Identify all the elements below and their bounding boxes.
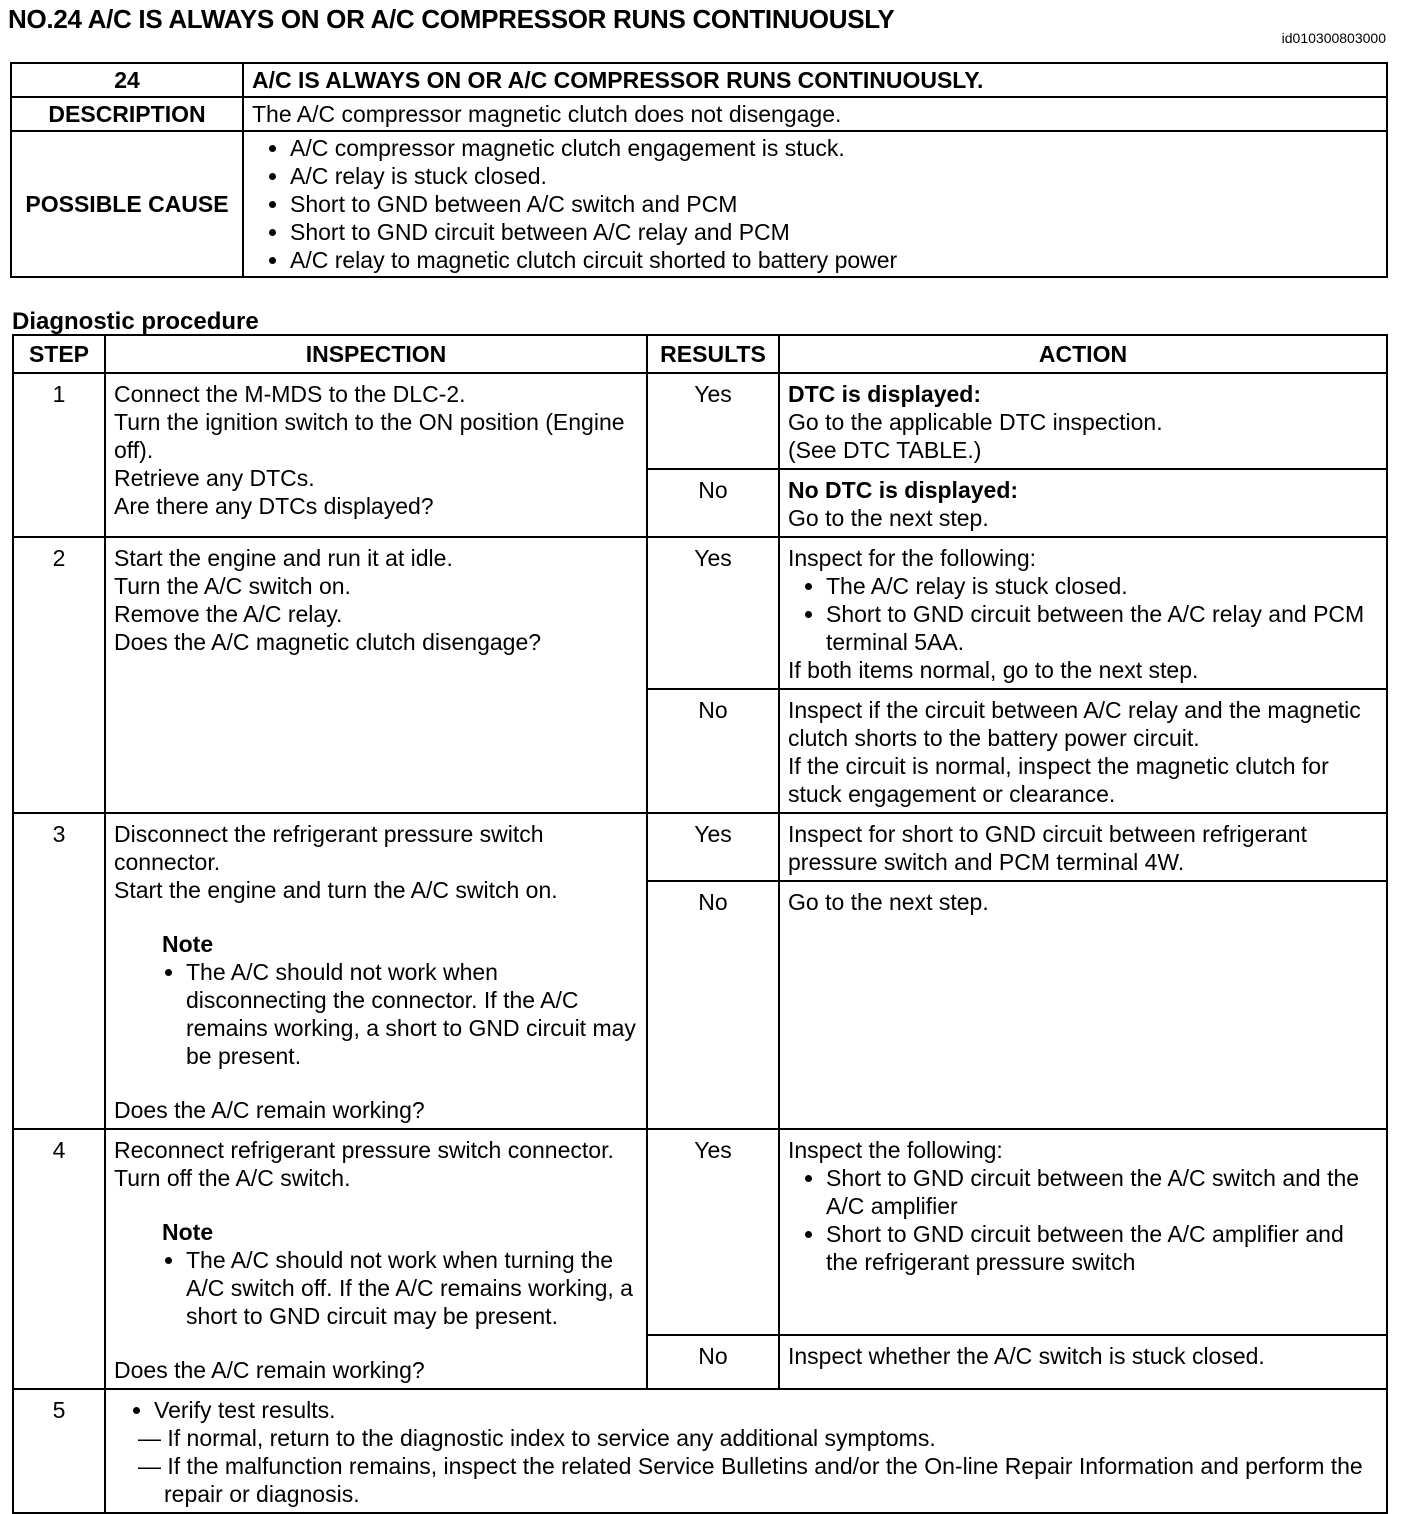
cause-item: • A/C relay is stuck closed. — [290, 162, 1378, 190]
column-header-inspection: INSPECTION — [105, 335, 647, 373]
action-list — [788, 572, 1378, 656]
step-1-yes-action — [779, 373, 1387, 469]
possible-cause-cell — [243, 131, 1387, 277]
action-heading: DTC is displayed: — [788, 381, 981, 407]
step-5-content — [105, 1389, 1387, 1513]
note-label: Note — [162, 1219, 214, 1245]
inspection-line: Retrieve any DTCs. — [114, 465, 315, 491]
step-4-no-action: Inspect whether the A/C switch is stuck closed. — [779, 1335, 1387, 1389]
note-list — [114, 958, 638, 1070]
result-no: No — [647, 469, 779, 537]
column-header-step: STEP — [13, 335, 105, 373]
action-line: Inspect the following: — [788, 1137, 1003, 1163]
note-label: Note — [162, 931, 214, 957]
cause-item: • A/C compressor magnetic clutch engagement is stuck. — [290, 134, 1378, 162]
action-line: Inspect for the following: — [788, 545, 1037, 571]
action-line: (See DTC TABLE.) — [788, 437, 982, 463]
step-number: 1 — [13, 373, 105, 537]
step-2-inspection — [105, 537, 647, 813]
step-4-inspection — [105, 1129, 647, 1389]
action-list — [788, 1164, 1378, 1276]
inspection-line: Reconnect refrigerant pressure switch connector. — [114, 1137, 614, 1163]
inspection-line: Disconnect the refrigerant pressure switch connector. — [114, 821, 544, 875]
inspection-line: Does the A/C magnetic clutch disengage? — [114, 629, 542, 655]
action-heading: No DTC is displayed: — [788, 477, 1019, 503]
description-text: The A/C compressor magnetic clutch does not disengage. — [243, 97, 1387, 131]
action-item: • The A/C relay is stuck closed. — [826, 572, 1378, 600]
description-label: DESCRIPTION — [11, 97, 243, 131]
summary-table — [10, 62, 1388, 278]
trouble-number: 24 — [11, 63, 243, 97]
action-line: Inspect if the circuit between A/C relay and the magnetic clutch shorts to the battery power circuit. — [788, 697, 1361, 751]
step-2-no-action — [779, 689, 1387, 813]
inspection-question: Does the A/C remain working? — [114, 1097, 425, 1123]
cause-item: • Short to GND circuit between A/C relay and PCM — [290, 218, 1378, 246]
column-header-action: ACTION — [779, 335, 1387, 373]
inspection-line: Remove the A/C relay. — [114, 601, 343, 627]
note-list — [114, 1246, 638, 1330]
result-yes: Yes — [647, 537, 779, 689]
inspection-line: Turn the ignition switch to the ON position (Engine off). — [114, 409, 625, 463]
result-no: No — [647, 881, 779, 1129]
step-number: 2 — [13, 537, 105, 813]
inspection-line: Turn off the A/C switch. — [114, 1165, 351, 1191]
verify-item: • Verify test results. — [154, 1396, 1378, 1424]
step-3-inspection — [105, 813, 647, 1129]
step-3-no-action: Go to the next step. — [779, 881, 1387, 1129]
note-item: • The A/C should not work when turning the A/C switch off. If the A/C remains working, a short to GND circuit may be present. — [186, 1246, 638, 1330]
result-no: No — [647, 1335, 779, 1389]
step-4-yes-action — [779, 1129, 1387, 1335]
step-number: 5 — [13, 1389, 105, 1513]
column-header-results: RESULTS — [647, 335, 779, 373]
dash-item: — If the malfunction remains, inspect the related Service Bulletins and/or the On-line Repair Information and perform the repair or diagnosis. — [138, 1453, 1363, 1507]
inspection-line: Are there any DTCs displayed? — [114, 493, 434, 519]
inspection-line: Start the engine and turn the A/C switch on. — [114, 877, 558, 903]
action-item: • Short to GND circuit between the A/C switch and the A/C amplifier — [826, 1164, 1378, 1220]
action-item: • Short to GND circuit between the A/C amplifier and the refrigerant pressure switch — [826, 1220, 1378, 1276]
possible-cause-list — [252, 134, 1378, 274]
step-number: 4 — [13, 1129, 105, 1389]
action-line: If the circuit is normal, inspect the magnetic clutch for stuck engagement or clearance. — [788, 753, 1329, 807]
possible-cause-label: POSSIBLE CAUSE — [11, 131, 243, 277]
step-number: 3 — [13, 813, 105, 1129]
page-title: NO.24 A/C IS ALWAYS ON OR A/C COMPRESSOR RUNS CONTINUOUSLY — [8, 4, 895, 34]
result-no: No — [647, 689, 779, 813]
diagnostic-procedure-table — [12, 334, 1388, 1514]
step-1-no-action — [779, 469, 1387, 537]
inspection-line: Start the engine and run it at idle. — [114, 545, 453, 571]
result-yes: Yes — [647, 1129, 779, 1335]
inspection-line: Turn the A/C switch on. — [114, 573, 351, 599]
step-2-yes-action — [779, 537, 1387, 689]
cause-item: • Short to GND between A/C switch and PCM — [290, 190, 1378, 218]
action-item: • Short to GND circuit between the A/C relay and PCM terminal 5AA. — [826, 600, 1378, 656]
verify-list — [114, 1396, 1378, 1424]
trouble-heading: A/C IS ALWAYS ON OR A/C COMPRESSOR RUNS CONTINUOUSLY. — [243, 63, 1387, 97]
cause-item: • A/C relay to magnetic clutch circuit shorted to battery power — [290, 246, 1378, 274]
procedure-heading: Diagnostic procedure — [12, 308, 259, 335]
document-id: id010300803000 — [1281, 30, 1386, 46]
step-1-inspection — [105, 373, 647, 537]
result-yes: Yes — [647, 373, 779, 469]
note-item: • The A/C should not work when disconnecting the connector. If the A/C remains working, a short to GND circuit may be present. — [186, 958, 638, 1070]
action-line: Go to the next step. — [788, 505, 989, 531]
step-3-yes-action: Inspect for short to GND circuit between refrigerant pressure switch and PCM terminal 4W. — [779, 813, 1387, 881]
result-yes: Yes — [647, 813, 779, 881]
inspection-line: Connect the M-MDS to the DLC-2. — [114, 381, 466, 407]
action-line: If both items normal, go to the next step. — [788, 657, 1199, 683]
action-line: Go to the applicable DTC inspection. — [788, 409, 1163, 435]
inspection-question: Does the A/C remain working? — [114, 1357, 425, 1383]
dash-item: — If normal, return to the diagnostic index to service any additional symptoms. — [138, 1425, 936, 1451]
